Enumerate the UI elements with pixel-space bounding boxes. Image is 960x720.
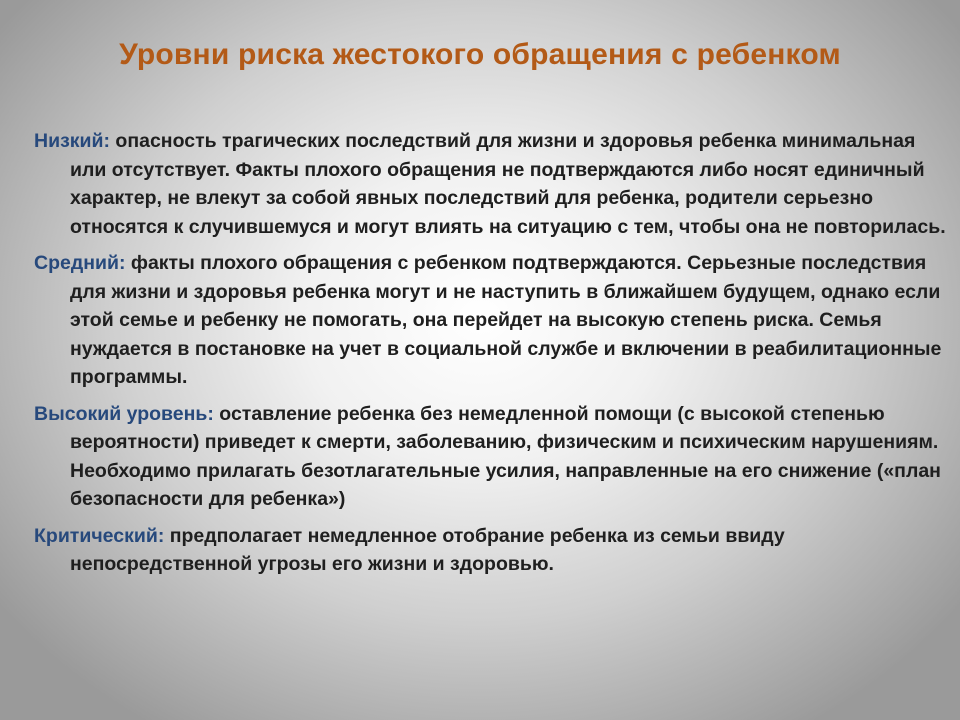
risk-level-term: Низкий: (34, 130, 110, 152)
slide-title: Уровни риска жестокого обращения с ребенком (119, 38, 841, 71)
risk-level-description: предполагает немедленное отобрание ребенка из семьи ввиду непосредственной угрозы его жизни и здоровью. (70, 524, 785, 575)
risk-level-description: факты плохого обращения с ребенком подтверждаются. Серьезные последствия для жизни и здоровья ребенка могут и не наступить в ближайшем будущем, однако если этой семье и ребенку не помогать, она перейдет на высокую степень риска. Семья нуждается в постановке на учет в социальной службе и включении в реабилитационные программы. (70, 252, 942, 388)
risk-levels-list (34, 127, 950, 587)
risk-level-term: Критический: (34, 524, 165, 547)
risk-level-term: Высокий уровень: (34, 402, 214, 425)
risk-level-low (34, 127, 950, 241)
risk-level-description: оставление ребенка без немедленной помощи (с высокой степенью вероятности) приведет к смерти, заболеванию, физическим и психическим нарушениям. Необходимо прилагать безотлагательные усилия, направленные на его снижение («план безопасности для ребенка») (70, 402, 941, 510)
risk-level-critical (34, 522, 950, 579)
risk-level-term: Средний: (34, 252, 126, 274)
risk-level-description: опасность трагических последствий для жизни и здоровья ребенка минимальная или отсутствует. Факты плохого обращения не подтверждаются либо носят единичный характер, не влекут за собой явных последствий для ребенка, родители серьезно относятся к случившемуся и могут влиять на ситуацию с тем, чтобы она не повторилась. (70, 130, 946, 238)
risk-level-high (34, 400, 950, 514)
risk-level-medium (34, 249, 950, 392)
